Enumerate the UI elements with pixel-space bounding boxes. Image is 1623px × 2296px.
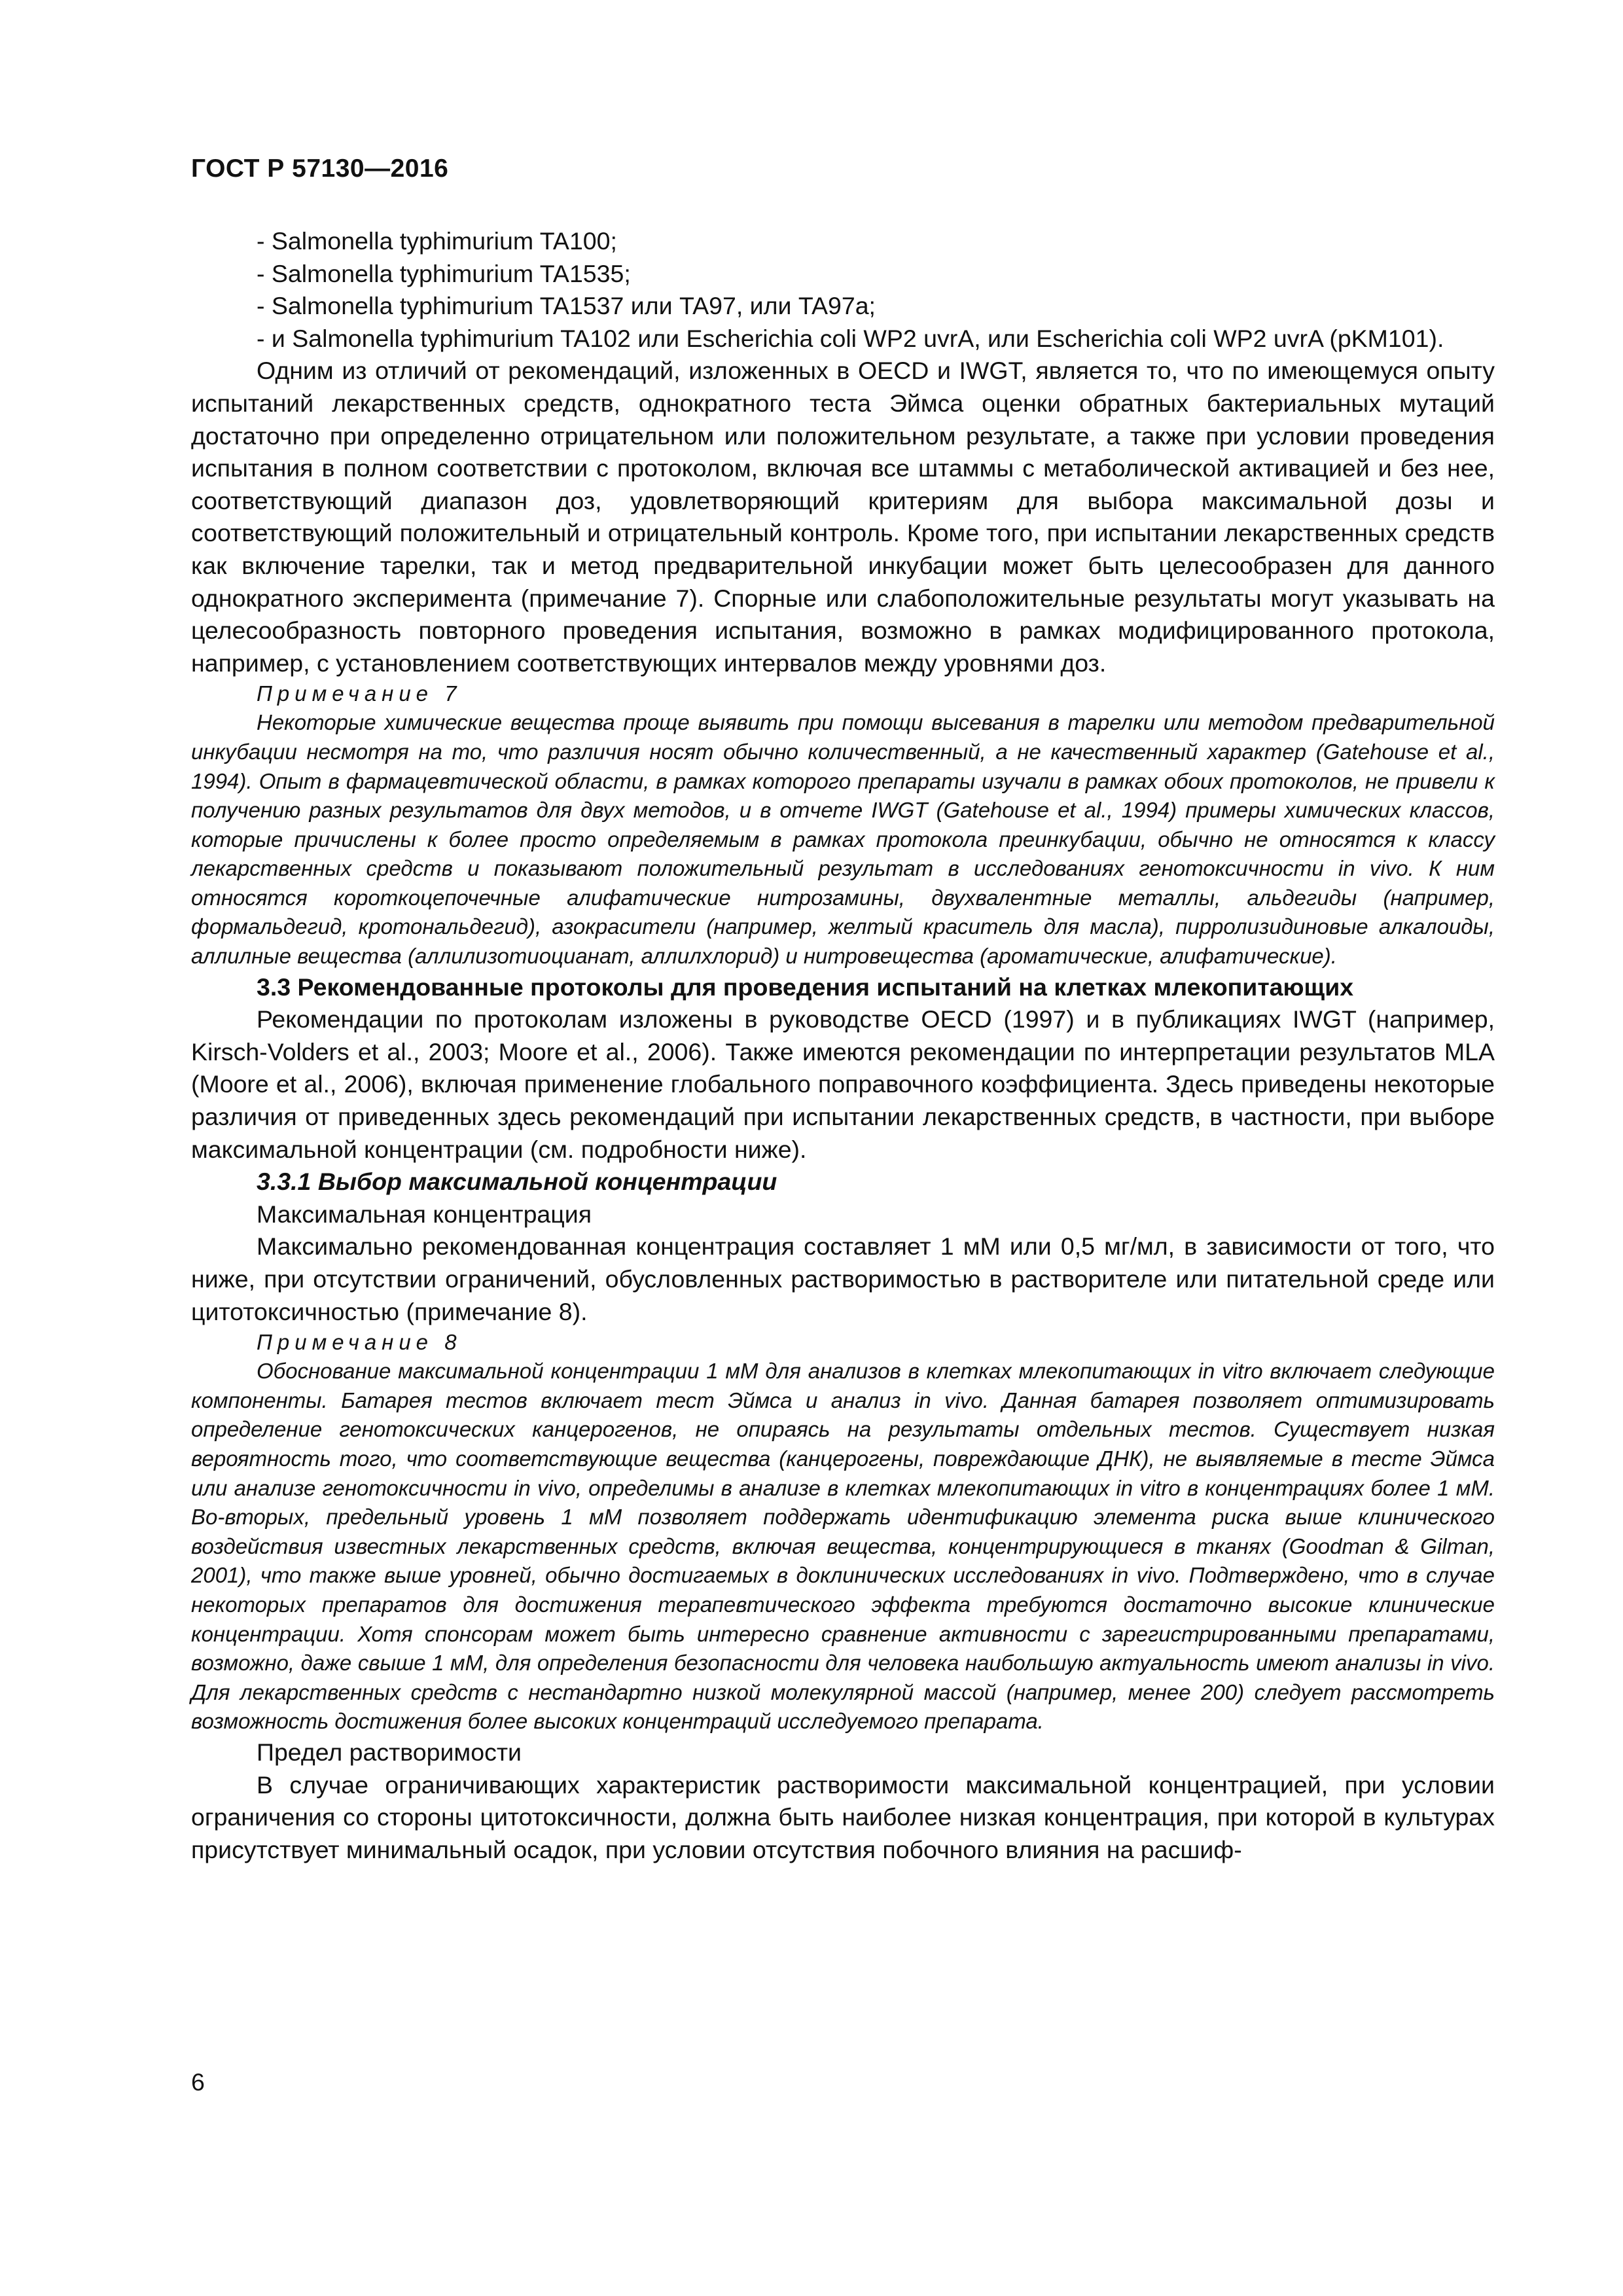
list-item: - Salmonella typhimurium TA1535; <box>257 259 631 287</box>
standard-header: ГОСТ Р 57130—2016 <box>191 154 449 183</box>
page-number: 6 <box>191 2068 205 2096</box>
paragraph-max-concentration: Максимально рекомендованная концентрация составляет 1 мМ или 0,5 мг/мл, в зависимости от того, что ниже, при отсутствии ограничений, обусловленных растворимостью в растворителе или питательной среде или цитотоксичностью (примечание 8). <box>191 1232 1495 1325</box>
list-item: - и Salmonella typhimurium TA102 или Escherichia coli WP2 uvrA, или Escherichia coli WP2 uvrA (pKM101). <box>257 324 1444 352</box>
section-3-3-1-heading: 3.3.1 Выбор максимальной концентрации <box>257 1168 777 1196</box>
paragraph-ames-test: Одним из отличий от рекомендаций, изложенных в OECD и IWGT, является то, что по имеющемуся опыту испытаний лекарственных средств, однократного теста Эймса оценки обратных бактериальных мутаций достаточно при определенно отрицательном или положительном результате, а также при условии проведения испытания в полном соответствии с протоколом, включая все штаммы с метаболической активацией и без нее, соответствующий диапазон доз, удовлетворяющий критериям для выбора максимальной дозы и соответствующий положительный и отрицательный контроль. Кроме того, при испытании лекарственных средств как включение тарелки, так и метод предварительной инкубации может быть целесообразен для данного однократного эксперимента (примечание 7). Спорные или слабоположительные результаты могут указывать на целесообразность повторного проведения испытания, возможно в рамках модифицированного протокола, например, с установлением соответствующих интервалов между уровнями доз. <box>191 357 1495 677</box>
max-concentration-label: Максимальная концентрация <box>257 1200 592 1228</box>
note-7-title: Примечание 7 <box>257 681 462 706</box>
solubility-limit-label: Предел растворимости <box>257 1738 522 1766</box>
paragraph-solubility: В случае ограничивающих характеристик растворимости максимальной концентрацией, при условии ограничения со стороны цитотоксичности, должна быть наиболее низкая концентрация, при которой в культурах присутствует минимальный осадок, при условии отсутствия побочного влияния на расшиф- <box>191 1770 1495 1863</box>
note-8-title: Примечание 8 <box>257 1330 462 1355</box>
note-7-text: Некоторые химические вещества проще выявить при помощи высевания в тарелки или методом предварительной инкубации несмотря на то, что различия носят обычно количественный, а не качественный характер (Gatehouse et al., 1994). Опыт в фармацевтической области, в рамках которого препараты изучали в рамках обоих протоколов, не привели к получению разных результатов для двух методов, и в отчете IWGT (Gatehouse et al., 1994) примеры химических классов, которые причислены к более просто определяемым в рамках протокола преинкубации, обычно не относятся к классу лекарственных средств и показывают положительный результат в исследованиях генотоксичности in vivo. К ним относятся короткоцепочечные алифатические нитрозамины, двухвалентные металлы, альдегиды (например, формальдегид, кротональдегид), азокрасители (например, желтый краситель для масла), пирролизидиновые алкалоиды, аллилные вещества (аллилизотиоцианат, аллилхлорид) и нитровещества (ароматические, алифатические). <box>191 710 1495 969</box>
list-item: - Salmonella typhimurium TA1537 или TA97, или TA97a; <box>257 292 876 320</box>
section-3-3-heading: 3.3 Рекомендованные протоколы для проведения испытаний на клетках млекопитающих <box>257 973 1354 1001</box>
document-body <box>191 225 1495 1866</box>
list-item: - Salmonella typhimurium TA100; <box>257 227 617 255</box>
paragraph-mammalian-protocols: Рекомендации по протоколам изложены в руководстве OECD (1997) и в публикациях IWGT (например, Kirsch-Volders et al., 2003; Moore et al., 2006). Также имеются рекомендации по интерпретации результатов MLA (Moore et al., 2006), включая применение глобального поправочного коэффициента. Здесь приведены некоторые различия от приведенных здесь рекомендаций при испытании лекарственных средств, в частности, при выборе максимальной концентрации (см. подробности ниже). <box>191 1005 1495 1163</box>
note-8-text: Обоснование максимальной концентрации 1 мМ для анализов в клетках млекопитающих in vitro включает следующие компоненты. Батарея тестов включает тест Эймса и анализ in vivo. Данная батарея позволяет оптимизировать определение генотоксических канцерогенов, не опираясь на результаты отдельных тестов. Существует низкая вероятность того, что соответствующие вещества (канцерогены, повреждающие ДНК), не выявляемые в тесте Эймса или анализе генотоксичности in vivo, определимы в анализе в клетках млекопитающих in vitro в концентрациях более 1 мМ. Во-вторых, предельный уровень 1 мМ позволяет поддержать идентификацию элемента риска выше клинического воздействия известных лекарственных средств, включая вещества, концентрирующиеся в тканях (Goodman & Gilman, 2001), что также выше уровней, обычно достигаемых в доклинических исследованиях in vivo. Подтверждено, что в случае некоторых препаратов для достижения терапевтического эффекта требуются достаточно высокие клинические концентрации. Хотя спонсорам может быть интересно сравнение активности с зарегистрированными препаратами, возможно, даже свыше 1 мМ, для определения безопасности для человека наибольшую актуальность имеют анализы in vivo. Для лекарственных средств с нестандартно низкой молекулярной массой (например, менее 200) следует рассмотреть возможность достижения более высоких концентраций исследуемого препарата. <box>191 1359 1495 1734</box>
